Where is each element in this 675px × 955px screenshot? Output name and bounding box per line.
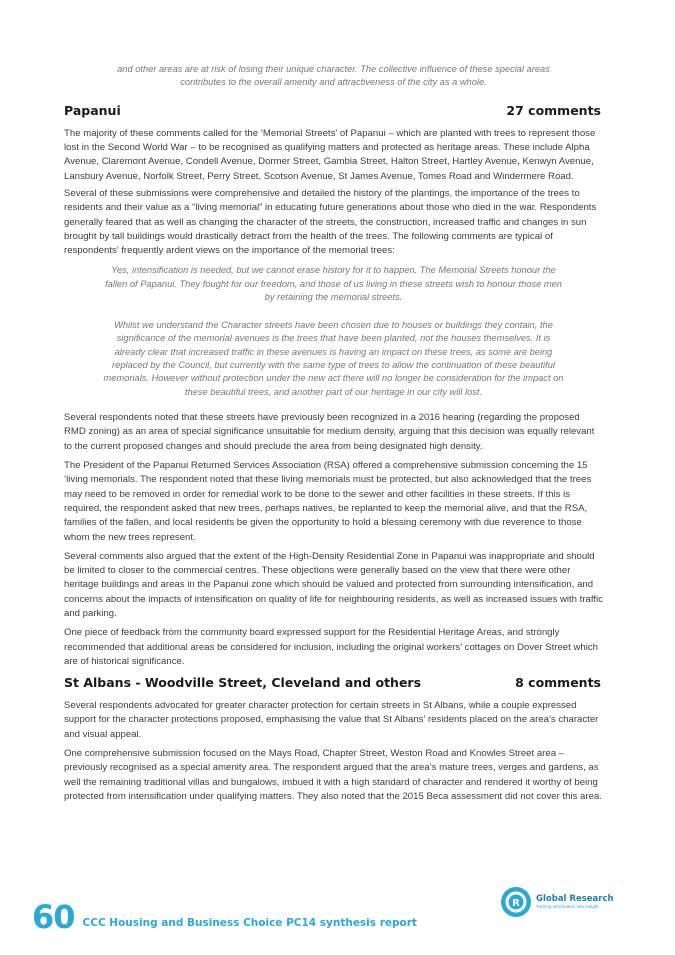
block-quote: Whilst we understand the Character streets have been chosen due to houses or buildings they contain, the significance of the memorial avenues is the trees that have been planted, not the houses themselves. It is already clear that increased traffic in these avenues is having an impact on these trees, as some are being replaced by the Council, but currently with the same type of trees to allow the continuation of these beautiful memorials. However without protection under the new act there will no longer be consideration for the impact on these beautiful trees, and another part of our heritage in our city will lost. (103, 319, 564, 397)
paragraph: One comprehensive submission focused on the Mays Road, Chapter Street, Weston Road and Knowles Street area – previously recognised as a special amenity area. The respondent argued that the area’s mature trees, verges and gardens, as well the remaining traditional villas and bungalows, imbued it with a high standard of character and rendered it worthy of being protected from intensification under qualifying matters. They also noted that the 2015 Beca assessment did not cover this area. (64, 748, 602, 802)
global-research-logo-icon (500, 886, 532, 918)
section-heading-papanui (64, 103, 603, 118)
section-heading-st-albans (64, 675, 603, 690)
page-number: 60 (32, 898, 75, 936)
comment-count: 27 comments (506, 102, 601, 118)
intro-quote: and other areas are at risk of losing their unique character. The collective influence of these special areas contributes to the overall amenity and attractiveness of the city as a whole. (117, 64, 550, 88)
comment-count: 8 comments (515, 675, 601, 691)
svg-text:R: R (512, 898, 520, 909)
global-research-logo (500, 886, 614, 918)
paragraph: Several respondents advocated for greater character protection for certain streets in St Albans, while a couple expressed support for the character protections proposed, emphasising the value that St Albans’ residents placed on the area’s character and visual appeal. (64, 700, 599, 740)
report-title: CCC Housing and Business Choice PC14 synthesis report (82, 917, 417, 929)
paragraph: Several of these submissions were comprehensive and detailed the history of the plantings, the importance of the trees to residents and their value as a “living memorial” in educating future generations about those who died in the war. Respondents generally feared that as well as changing the character of the streets, the construction, increased traffic and changes in sun brought by tall buildings would drastically detract from the health of the trees. The following comments are typical of respondents’ frequently ardent views on the importance of the memorial trees: (64, 188, 597, 257)
paragraph: Several respondents noted that these streets have previously been recognized in a 2016 hearing (regarding the proposed RMD zoning) as an area of special significance unsuitable for medium density, arguing that this decision was equally relevant to the current proposed changes and should preclude the area from being designated high density. (64, 412, 595, 452)
paragraph: The majority of these comments called for the ‘Memorial Streets’ of Papanui – which are planted with trees to represent those lost in the Second World War – to be recognised as qualifying matters and protected as heritage areas. These include Alpha Avenue, Claremont Avenue, Condell Avenue, Dormer Street, Gambia Street, Halton Street, Hartley Avenue, Kenwyn Avenue, Lansbury Avenue, Norfolk Street, Perry Street, Scotson Avenue, St James Avenue, Tomes Road and Windermere Road. (64, 127, 596, 182)
section-title: Papanui (64, 102, 121, 118)
paragraph: The President of the Papanui Returned Services Association (RSA) offered a comprehensive submission concerning the 15 ‘living memorials. The respondent noted that these living memorials must be protected, but also acknowledged that the trees may need to be removed in order for remedial work to be done to the sewer and other facilities in these streets. If this is required, the respondent asked that new trees, perhaps natives, be replanted to keep the memorial alive, and that the RSA, families of the fallen, and local residents be given the opportunity to hold a blessing ceremony with due reverence to those whom the new trees represent. (64, 460, 592, 543)
section-title: St Albans - Woodville Street, Cleveland and others (64, 675, 422, 691)
page-content (64, 63, 603, 807)
logo-name: Global Research (536, 894, 614, 904)
paragraph: One piece of feedback from the community board expressed support for the Residential Heritage Areas, and strongly recommended that additional areas be considered for inclusion, including the original workers’ cottages on Dover Street which are of historical significance. (64, 627, 598, 667)
page-footer (32, 898, 417, 936)
paragraph: Several comments also argued that the extent of the High-Density Residential Zone in Papanui was inappropriate and should be limited to closer to the commercial centres. These objections were generally based on the view that there were other heritage buildings and areas in the Papanui zone which should be valued and protected from surrounding intensification, and concerns about the impacts of intensification on quality of life for neighbouring residents, as well as increased issues with traffic and parking. (64, 550, 603, 619)
logo-tagline: Turning information into insight (536, 904, 599, 909)
block-quote: Yes, intensification is needed, but we cannot erase history for it to happen. The Memorial Streets honour the fallen of Papanui. They fought for our freedom, and those of us living in these streets wish to honour those men by retaining the memorial streets. (105, 265, 562, 303)
